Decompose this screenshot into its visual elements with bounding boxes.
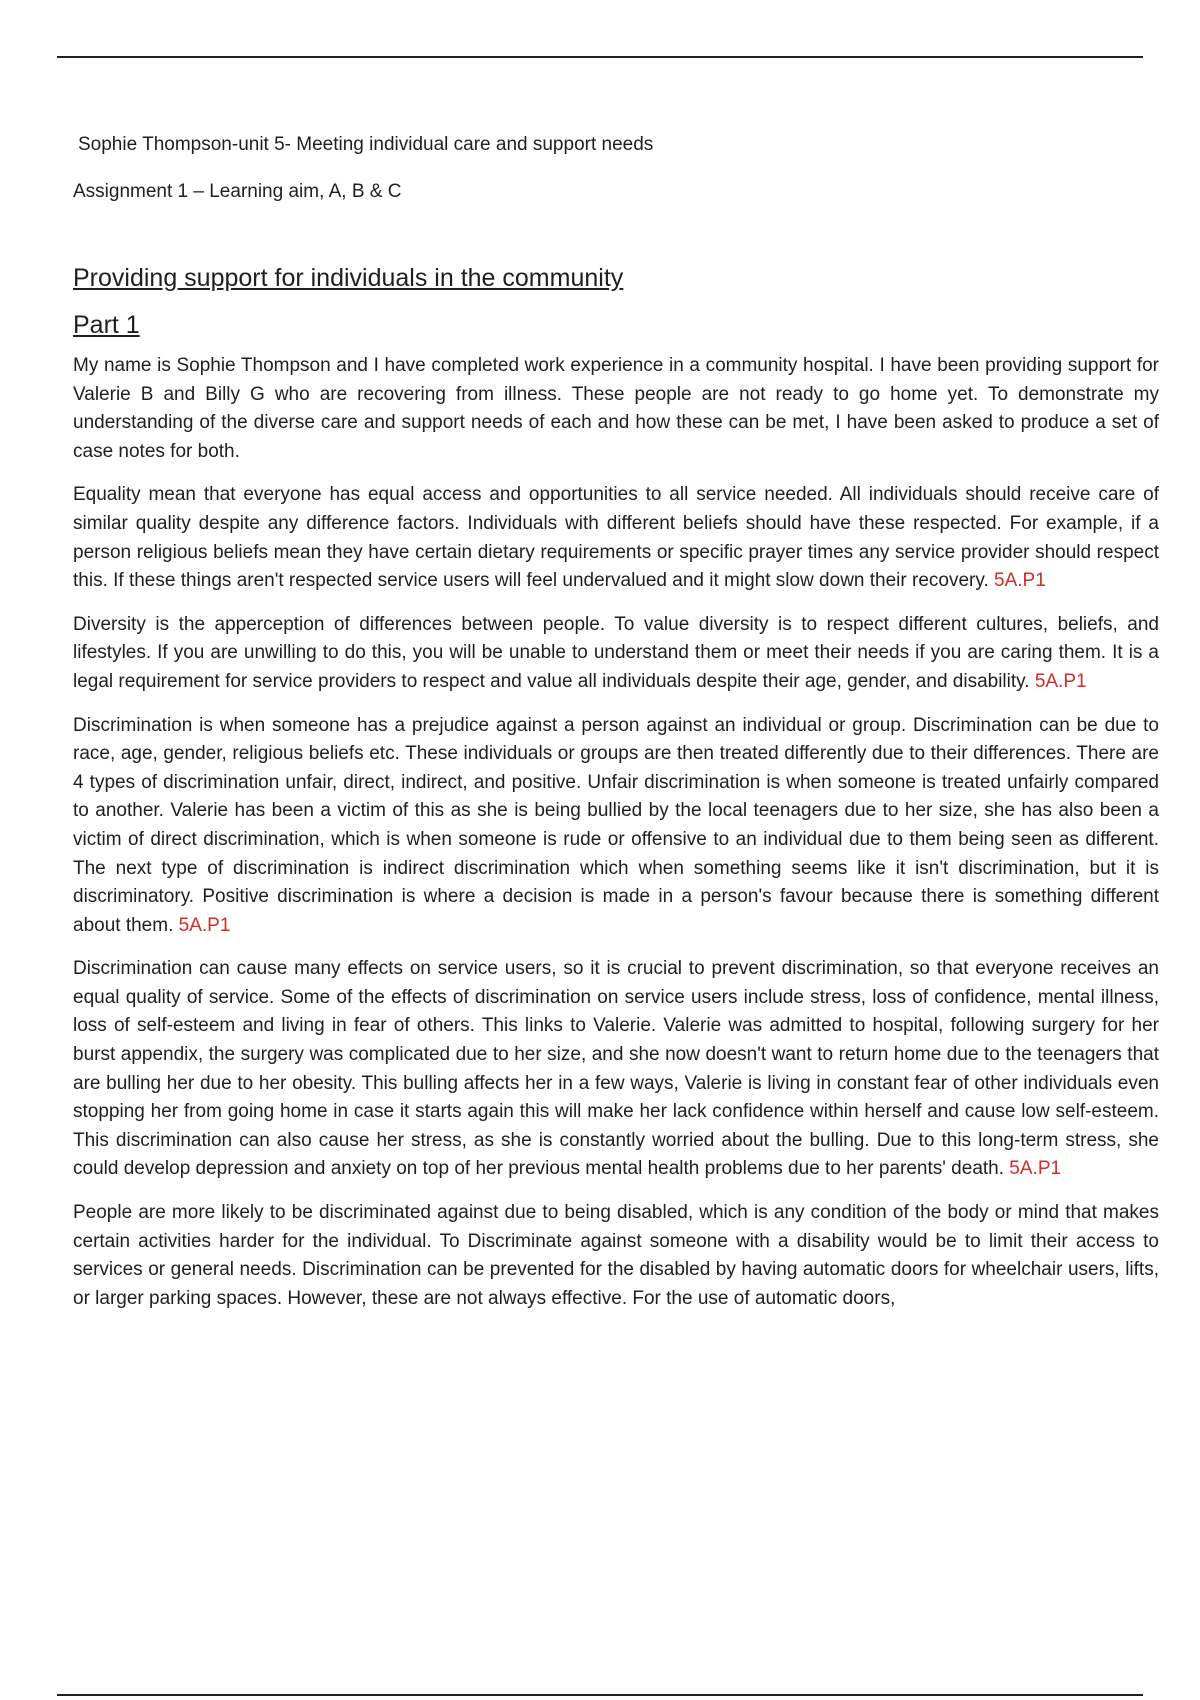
criteria-reference: 5A.P1 — [1034, 670, 1087, 692]
criteria-reference: 5A.P1 — [1009, 1158, 1062, 1180]
criteria-reference: 5A.P1 — [178, 914, 231, 936]
top-rule — [57, 56, 1143, 58]
assignment-line: Assignment 1 – Learning aim, A, B & C — [73, 181, 402, 202]
paragraph-diversity — [73, 611, 1159, 697]
paragraph-text: Diversity is the apperception of differences between people. To value diversity is to respect different cultures, beliefs, and lifestyles. If you are unwilling to do this, you will be unable to understand them or meet their needs if you are caring them. It is a legal requirement for service providers to respect and value all individuals despite their age, gender, and disability. — [73, 613, 1159, 692]
paragraph-text: Equality mean that everyone has equal access and opportunities to all service needed. All individuals should receive care of similar quality despite any difference factors. Individuals with different beliefs should have these respected. For example, if a person religious beliefs mean they have certain dietary requirements or specific prayer times any service provider should respect this. If these things aren't respected service users will feel undervalued and it might slow down their recovery. — [73, 484, 1159, 592]
paragraph-text: People are more likely to be discriminated against due to being disabled, which is any condition of the body or mind that makes certain activities harder for the individual. To Discriminate against someone with a disability would be to limit their access to services or general needs. Discrimination can be prevented for the disabled by having automatic doors for wheelchair users, lifts, or larger parking spaces. However, these are not always effective. For the use of automatic doors, — [73, 1202, 1159, 1309]
document-header-line: Sophie Thompson-unit 5- Meeting individual care and support needs — [78, 134, 654, 155]
paragraph-text: My name is Sophie Thompson and I have completed work experience in a community hospital. I have been providing support for Valerie B and Billy G who are recovering from illness. These people are not ready to go home yet. To demonstrate my understanding of the diverse care and support needs of each and how these can be met, I have been asked to produce a set of case notes for both. — [73, 355, 1159, 462]
document-body — [73, 132, 1159, 1313]
paragraph-equality — [73, 481, 1159, 595]
paragraph-intro — [73, 352, 1159, 466]
part-title: Part 1 — [73, 311, 140, 339]
paragraph-discrimination-types — [73, 712, 1159, 941]
section-title: Providing support for individuals in the community — [73, 264, 624, 292]
paragraph-disability — [73, 1199, 1159, 1313]
paragraph-discrimination-effects — [73, 955, 1159, 1184]
criteria-reference: 5A.P1 — [994, 570, 1046, 592]
bottom-rule — [57, 1694, 1143, 1696]
paragraph-text: Discrimination can cause many effects on service users, so it is crucial to prevent discrimination, so that everyone receives an equal quality of service. Some of the effects of discrimination on service users include stress, loss of confidence, mental illness, loss of self-esteem and living in fear of others. This links to Valerie. Valerie was admitted to hospital, following surgery for her burst appendix, the surgery was complicated due to her size, and she now doesn't want to return home due to the teenagers that are bulling her due to her obesity. This bulling affects her in a few ways, Valerie is living in constant fear of other individuals even stopping her from going home in case it starts again this will make her lack confidence within herself and cause low self-esteem. This discrimination can also cause her stress, as she is constantly worried about the bulling. Due to this long-term stress, she could develop depression and anxiety on top of her previous mental health problems due to her parents' death. — [73, 958, 1159, 1180]
paragraph-text: Discrimination is when someone has a prejudice against a person against an individual or group. Discrimination can be due to race, age, gender, religious beliefs etc. These individuals or groups are then treated differently due to their differences. There are 4 types of discrimination unfair, direct, indirect, and positive. Unfair discrimination is when someone is treated unfairly compared to another. Valerie has been a victim of this as she is being bullied by the local teenagers due to her size, she has also been a victim of direct discrimination, which is when someone is rude or offensive to an individual due to them being seen as different. The next type of discrimination is indirect discrimination which when something seems like it isn't discrimination, but it is discriminatory. Positive discrimination is where a decision is made in a person's favour because there is something different about them. — [73, 714, 1159, 936]
